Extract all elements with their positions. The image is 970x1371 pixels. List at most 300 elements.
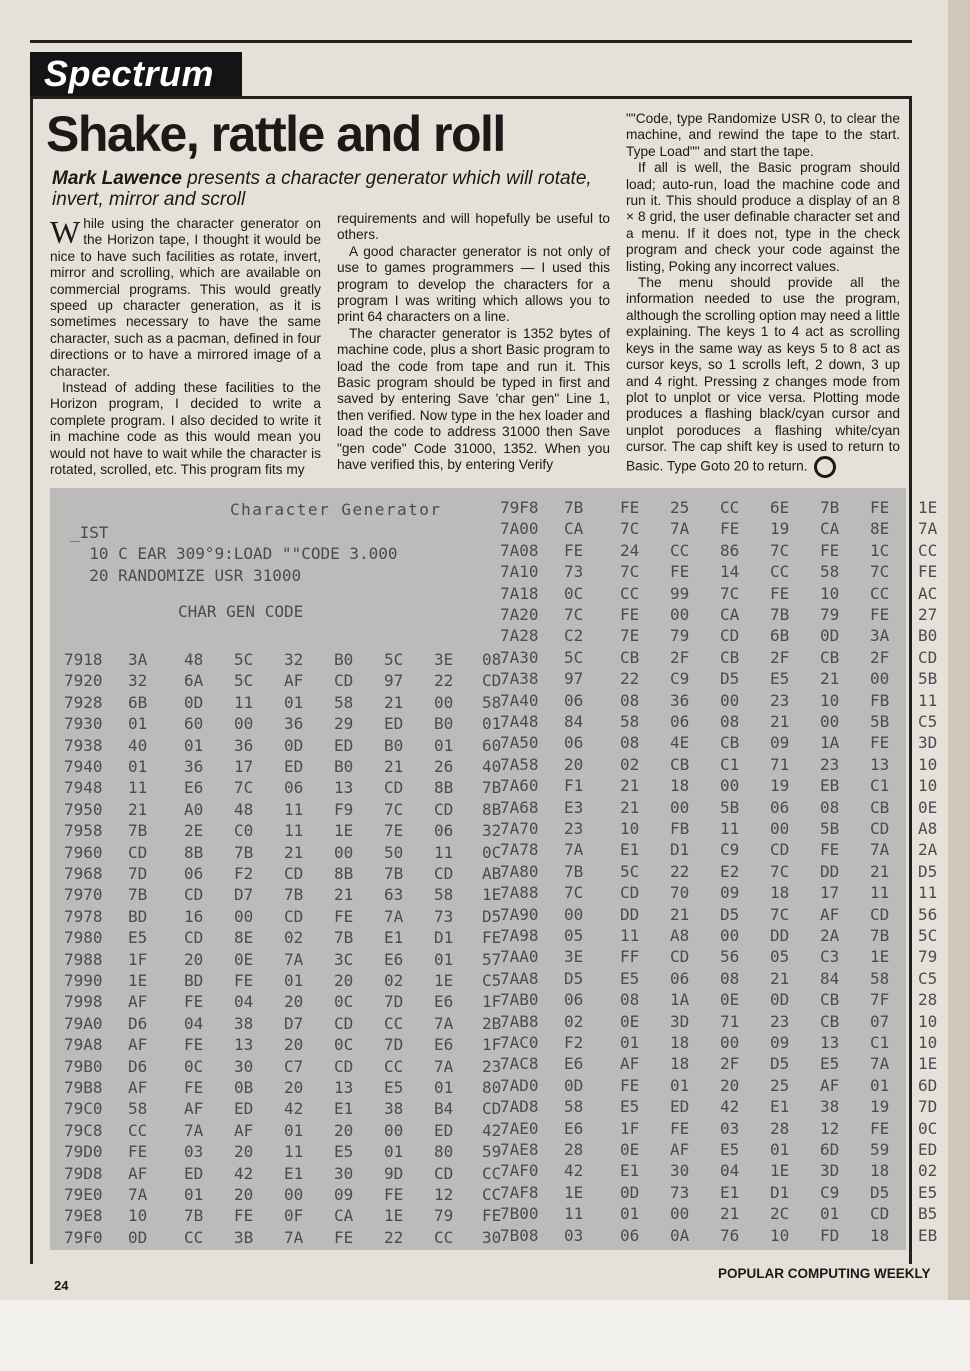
page-number: 24 — [54, 1278, 69, 1293]
hex-byte: F9 — [334, 799, 354, 819]
paragraph — [50, 216, 321, 380]
hex-byte: E6 — [384, 949, 404, 969]
paragraph-text: hile using the character generator on the Horizon tape, I thought it would be nice to have such facilities as rotate, invert, mirror and scrolling, which are available on commercial programs. This would greatly speed up character generation, as it is sometimes necessary to have the same character, such as a pacman, defined in four directions or to have a mirrored image of a character. — [50, 216, 321, 379]
hex-byte: 6D — [918, 1075, 938, 1095]
hex-byte: BD — [184, 971, 204, 990]
hex-byte: D1 — [434, 928, 454, 948]
hex-byte: 0E — [234, 949, 254, 969]
hex-byte: 10 — [918, 1011, 938, 1031]
hex-byte: 10 — [770, 1225, 790, 1245]
hex-byte: 2B — [482, 1013, 502, 1033]
hex-byte: 23 — [564, 819, 584, 838]
hex-byte: 20 — [234, 1142, 254, 1162]
hex-byte: 7A — [564, 840, 584, 860]
hex-byte: 01 — [482, 714, 502, 734]
hex-byte: FE — [870, 605, 890, 624]
hex-byte: 8E — [870, 519, 890, 539]
hex-byte: CD — [870, 819, 890, 838]
hex-byte: FE — [820, 840, 840, 860]
hex-row — [486, 1054, 938, 1075]
hex-byte: 21 — [820, 669, 840, 689]
hex-byte: 06 — [184, 864, 204, 883]
hex-byte: 23 — [770, 1011, 790, 1031]
hex-byte: CD — [128, 842, 148, 862]
hex-byte: D5 — [720, 669, 740, 689]
paragraph: ""Code, type Randomize USR 0, to clear the machine, and rewind the tape to the start. Type Load"" and start the tape. — [626, 111, 900, 159]
body-column-2 — [337, 211, 610, 474]
hex-byte: 0D — [284, 735, 304, 755]
hex-byte: 21 — [334, 885, 354, 905]
hex-byte: AF — [184, 1099, 204, 1119]
hex-byte: 56 — [720, 947, 740, 967]
hex-byte: B0 — [334, 757, 354, 776]
hex-byte: 21 — [284, 842, 304, 862]
hex-byte: AF — [128, 1163, 148, 1183]
hex-byte: 6E — [770, 498, 790, 517]
hex-byte: C1 — [870, 1033, 890, 1052]
hex-address: 7990 — [64, 971, 103, 990]
hex-byte: 16 — [184, 906, 204, 926]
hex-byte: 00 — [234, 906, 254, 926]
standfirst — [52, 168, 612, 210]
paragraph: If all is well, the Basic program should load; auto-run, load the machine code and run it. This should produce a display of an 8 × 8 grid, the user definable character set and a menu. If it does not, type in the check program and check your code against the listing, Poking any incorrect values. — [626, 160, 900, 274]
hex-byte: 7B — [820, 498, 840, 517]
hex-byte: 58 — [482, 692, 502, 712]
hex-byte: 7C — [770, 904, 790, 924]
paragraph: Instead of adding these facilities to the Horizon program, I decided to write a complete program. I also decided to write it in machine code as this would mean you would not have to wait while the character is rotated, scrolled, etc. This program fits my — [50, 380, 321, 478]
hex-byte: A8 — [918, 819, 938, 838]
hex-byte: 01 — [284, 971, 304, 990]
hex-row — [50, 1227, 502, 1249]
hex-byte: 1E — [870, 947, 890, 967]
hex-byte: 7B — [770, 605, 790, 624]
hex-byte: DD — [770, 926, 790, 945]
hex-byte: 20 — [284, 1035, 304, 1055]
hex-byte: 11 — [720, 819, 740, 838]
hex-byte: 60 — [482, 735, 502, 755]
hex-byte: 20 — [564, 754, 584, 774]
hex-byte: 60 — [184, 714, 204, 734]
hex-byte: 00 — [720, 690, 740, 710]
hex-row — [486, 904, 938, 926]
hex-byte: 32 — [482, 821, 502, 841]
hex-byte: 3C — [334, 949, 354, 969]
hex-byte: CB — [620, 647, 640, 667]
hex-row — [50, 650, 502, 671]
hex-byte: EB — [918, 1225, 938, 1245]
hex-row — [486, 626, 938, 647]
hex-address: 79A0 — [64, 1013, 103, 1033]
hex-byte: 02 — [384, 971, 404, 990]
hex-byte: CD — [434, 799, 454, 819]
hex-address: 7A08 — [500, 540, 539, 560]
hex-byte: E6 — [564, 1054, 584, 1074]
hex-byte: 01 — [620, 1204, 640, 1224]
hex-byte: CD — [434, 1163, 454, 1183]
hex-byte: 7B — [284, 885, 304, 905]
hex-byte: 79 — [670, 626, 690, 646]
hex-byte: 24 — [620, 540, 640, 560]
hex-byte: D7 — [234, 885, 254, 905]
hex-byte: 25 — [770, 1075, 790, 1095]
hex-byte: 7D — [384, 992, 404, 1012]
hex-byte: 21 — [620, 797, 640, 817]
hex-byte: 30 — [234, 1056, 254, 1076]
hex-byte: 06 — [670, 968, 690, 988]
hex-byte: CB — [820, 990, 840, 1010]
hex-byte: CA — [820, 519, 840, 539]
hex-byte: EB — [820, 776, 840, 796]
hex-address: 7978 — [64, 906, 103, 926]
hex-row — [50, 1163, 502, 1185]
hex-address: 79A8 — [64, 1035, 103, 1055]
hex-byte: CD — [482, 1099, 502, 1119]
hex-byte: ED — [670, 1097, 690, 1117]
hex-byte: 00 — [284, 1185, 304, 1204]
top-rule — [30, 40, 912, 43]
hex-byte: E5 — [918, 1182, 938, 1202]
hex-byte: CD — [482, 671, 502, 691]
hex-byte: 5B — [820, 819, 840, 838]
hex-byte: 03 — [184, 1142, 204, 1162]
hex-byte: E1 — [720, 1182, 740, 1202]
hex-byte: C7 — [284, 1056, 304, 1076]
hex-byte: 38 — [384, 1099, 404, 1119]
hex-byte: 7A — [384, 906, 404, 926]
hex-byte: 5B — [720, 797, 740, 817]
hex-byte: 7B — [564, 861, 584, 881]
hex-byte: 00 — [770, 819, 790, 838]
hex-byte: 58 — [434, 885, 454, 905]
hex-address: 7AE0 — [500, 1118, 539, 1138]
hex-byte: 11 — [564, 1204, 584, 1224]
hex-byte: 00 — [870, 669, 890, 689]
hex-byte: E1 — [770, 1097, 790, 1117]
hex-byte: E5 — [128, 928, 148, 948]
hex-byte: 1F — [482, 992, 502, 1012]
hex-byte: 5C — [384, 650, 404, 669]
hex-byte: 71 — [770, 754, 790, 774]
hex-byte: 01 — [620, 1033, 640, 1052]
hex-byte: D5 — [870, 1182, 890, 1202]
hex-byte: D5 — [770, 1054, 790, 1074]
hex-byte: 58 — [334, 692, 354, 712]
hex-byte: E6 — [434, 992, 454, 1012]
hex-byte: 18 — [870, 1161, 890, 1181]
hex-address: 79B8 — [64, 1078, 103, 1097]
hex-byte: 12 — [820, 1118, 840, 1138]
hex-byte: FE — [870, 1118, 890, 1138]
hex-byte: FE — [482, 928, 502, 948]
hex-byte: B0 — [334, 650, 354, 669]
hex-byte: 12 — [434, 1185, 454, 1204]
hex-byte: CC — [434, 1227, 454, 1247]
hex-address: 79E8 — [64, 1206, 103, 1226]
hex-byte: 38 — [820, 1097, 840, 1117]
hex-byte: CC — [870, 583, 890, 603]
hex-byte: 30 — [334, 1163, 354, 1183]
hex-byte: 06 — [770, 797, 790, 817]
hex-byte: CD — [670, 947, 690, 967]
hex-byte: 57 — [482, 949, 502, 969]
hex-byte: 18 — [670, 1033, 690, 1052]
hex-byte: 2F — [870, 647, 890, 667]
hex-byte: FE — [620, 1075, 640, 1095]
hex-row — [486, 990, 938, 1011]
hex-byte: 7A — [284, 949, 304, 969]
hex-row — [50, 1206, 502, 1227]
hex-byte: B0 — [434, 714, 454, 734]
hex-byte: E5 — [620, 968, 640, 988]
hex-row — [486, 562, 938, 583]
hex-byte: 2A — [918, 840, 938, 860]
hex-byte: 58 — [820, 562, 840, 582]
hex-byte: 01 — [770, 1140, 790, 1159]
hex-row — [486, 583, 938, 605]
hex-byte: 73 — [564, 562, 584, 582]
hex-row — [486, 1225, 938, 1247]
hex-byte: 26 — [434, 757, 454, 776]
hex-byte: 7B — [564, 498, 584, 517]
hex-address: 7AC8 — [500, 1054, 539, 1074]
hex-byte: ED — [184, 1163, 204, 1183]
hex-byte: AF — [820, 904, 840, 924]
hex-byte: FE — [820, 540, 840, 560]
hex-byte: E5 — [620, 1097, 640, 1117]
hex-byte: E1 — [620, 1161, 640, 1181]
hex-byte: 06 — [564, 990, 584, 1010]
hex-byte: 18 — [770, 883, 790, 903]
hex-byte: 7F — [870, 990, 890, 1010]
hex-row — [50, 906, 502, 928]
hex-row — [486, 733, 938, 754]
hex-byte: CA — [720, 605, 740, 624]
hex-row — [50, 821, 502, 842]
hex-byte: 11 — [234, 692, 254, 712]
hex-byte: D5 — [720, 904, 740, 924]
hex-byte: 32 — [128, 671, 148, 691]
hex-byte: CD — [620, 883, 640, 903]
hex-byte: 10 — [820, 690, 840, 710]
hex-address: 79C0 — [64, 1099, 103, 1119]
hex-byte: FE — [334, 906, 354, 926]
hex-byte: 23 — [482, 1056, 502, 1076]
hex-byte: 0C — [334, 992, 354, 1012]
paragraph — [626, 275, 900, 477]
hex-byte: 13 — [234, 1035, 254, 1055]
hex-byte: 84 — [564, 712, 584, 731]
hex-row — [50, 1142, 502, 1163]
hex-byte: E6 — [184, 778, 204, 798]
hex-byte: 6D — [820, 1140, 840, 1159]
hex-address: 7AF8 — [500, 1182, 539, 1202]
hex-row — [486, 1033, 938, 1054]
hex-row — [486, 712, 938, 733]
hex-byte: E5 — [334, 1142, 354, 1162]
hex-byte: FE — [620, 498, 640, 517]
hex-byte: 27 — [918, 605, 938, 624]
hex-row — [486, 1182, 938, 1204]
hex-byte: 7A — [918, 519, 938, 539]
hex-byte: 2C — [770, 1204, 790, 1224]
hex-byte: 13 — [820, 1033, 840, 1052]
hex-byte: 1E — [482, 885, 502, 905]
hex-byte: 7A — [434, 1013, 454, 1033]
hex-byte: D1 — [770, 1182, 790, 1202]
hex-byte: 18 — [870, 1225, 890, 1245]
hex-byte: 0C — [564, 583, 584, 603]
hex-byte: 00 — [670, 797, 690, 817]
hex-byte: CC — [720, 498, 740, 517]
hex-address: 7948 — [64, 778, 103, 798]
hex-byte: 99 — [670, 583, 690, 603]
hex-byte: 07 — [870, 1011, 890, 1031]
hex-byte: 42 — [720, 1097, 740, 1117]
hex-byte: 7C — [620, 562, 640, 582]
basic-line: _IST — [70, 523, 109, 542]
hex-byte: 9D — [384, 1163, 404, 1183]
hex-address: 7A68 — [500, 797, 539, 817]
hex-byte: FB — [670, 819, 690, 838]
hex-byte: 02 — [918, 1161, 938, 1181]
hex-byte: 0D — [770, 990, 790, 1010]
hex-byte: E5 — [384, 1078, 404, 1097]
hex-byte: 21 — [128, 799, 148, 819]
hex-byte: FE — [564, 540, 584, 560]
hex-address: 7930 — [64, 714, 103, 734]
hex-byte: FE — [770, 583, 790, 603]
hex-byte: 7B — [234, 842, 254, 862]
hex-address: 7940 — [64, 757, 103, 776]
hex-byte: 20 — [284, 992, 304, 1012]
hex-byte: 00 — [234, 714, 254, 734]
hex-byte: 14 — [720, 562, 740, 582]
hex-address: 7970 — [64, 885, 103, 905]
hex-byte: CC — [918, 540, 938, 560]
hex-row — [50, 992, 502, 1013]
hex-address: 7AF0 — [500, 1161, 539, 1181]
hex-byte: 0B — [234, 1078, 254, 1097]
hex-byte: D6 — [128, 1056, 148, 1076]
hex-address: 7A20 — [500, 605, 539, 624]
hex-byte: 03 — [564, 1225, 584, 1245]
hex-byte: 42 — [564, 1161, 584, 1181]
hex-byte: 17 — [820, 883, 840, 903]
hex-byte: 01 — [434, 1078, 454, 1097]
hex-byte: 10 — [918, 1033, 938, 1052]
hex-byte: D1 — [670, 840, 690, 860]
hex-byte: AF — [128, 1078, 148, 1097]
paragraph: The character generator is 1352 bytes of machine code, plus a short Basic program to load the code from tape and run it. This Basic program should be typed in first and saved by entering Save 'char gen" Line 1, then verified. Now type in the hex loader and load the code to address 31000 then Save "gen code" Code 31000, 1352. When you have verified this, by entering Verify — [337, 325, 610, 473]
hex-byte: 11 — [284, 821, 304, 841]
hex-byte: 06 — [284, 778, 304, 798]
hex-byte: 58 — [564, 1097, 584, 1117]
hex-byte: CC — [482, 1163, 502, 1183]
hex-byte: 06 — [670, 712, 690, 731]
hex-byte: F2 — [234, 864, 254, 883]
hex-byte: 7E — [384, 821, 404, 841]
hex-byte: 3E — [434, 650, 454, 669]
hex-address: 7B08 — [500, 1225, 539, 1245]
hex-byte: 7C — [720, 583, 740, 603]
hex-byte: 84 — [820, 968, 840, 988]
hex-byte: 29 — [334, 714, 354, 734]
hex-byte: 7B — [482, 778, 502, 798]
hex-byte: 08 — [620, 690, 640, 710]
hex-byte: 58 — [128, 1099, 148, 1119]
hex-address: 79B0 — [64, 1056, 103, 1076]
hex-byte: C9 — [820, 1182, 840, 1202]
hex-byte: 11 — [918, 883, 938, 903]
hex-byte: CB — [820, 1011, 840, 1031]
hex-row — [486, 947, 938, 968]
hex-byte: 00 — [820, 712, 840, 731]
hex-byte: FE — [184, 992, 204, 1012]
hex-byte: ED — [234, 1099, 254, 1119]
hex-byte: 7C — [384, 799, 404, 819]
hex-byte: 8B — [482, 799, 502, 819]
hex-byte: 02 — [620, 754, 640, 774]
hex-byte: 8E — [234, 928, 254, 948]
hex-byte: FE — [918, 562, 938, 582]
section-label: Spectrum — [44, 53, 215, 94]
hex-address: 7968 — [64, 864, 103, 883]
hex-byte: 8B — [434, 778, 454, 798]
hex-byte: 0D — [564, 1075, 584, 1095]
hex-byte: E5 — [770, 669, 790, 689]
hex-row — [50, 714, 502, 735]
hex-address: 79D8 — [64, 1163, 103, 1183]
hex-byte: 02 — [564, 1011, 584, 1031]
hex-byte: 0A — [670, 1225, 690, 1245]
hex-address: 7A50 — [500, 733, 539, 753]
hex-address: 7920 — [64, 671, 103, 691]
hex-row — [50, 971, 502, 992]
magazine-title: POPULAR COMPUTING WEEKLY — [718, 1266, 931, 1281]
hex-byte: AF — [620, 1054, 640, 1074]
hex-byte: 0E — [620, 1011, 640, 1031]
hex-byte: 7B — [184, 1206, 204, 1226]
hex-row — [486, 690, 938, 712]
hex-address: 7918 — [64, 650, 103, 669]
paragraph: requirements and will hopefully be useful to others. — [337, 211, 610, 243]
hex-byte: 79 — [918, 947, 938, 967]
hex-address: 7AD8 — [500, 1097, 539, 1117]
hex-byte: CD — [184, 928, 204, 948]
hex-byte: 71 — [720, 1011, 740, 1031]
hex-row — [50, 928, 502, 949]
hex-byte: 1F — [620, 1118, 640, 1138]
hex-byte: 08 — [620, 733, 640, 753]
hex-address: 7988 — [64, 949, 103, 969]
hex-byte: 79 — [820, 605, 840, 624]
hex-byte: 0D — [128, 1227, 148, 1247]
hex-row — [50, 735, 502, 757]
hex-byte: 04 — [184, 1013, 204, 1033]
hex-byte: 11 — [434, 842, 454, 862]
hex-byte: E1 — [384, 928, 404, 948]
hex-byte: CB — [720, 733, 740, 753]
hex-byte: 19 — [770, 519, 790, 539]
hex-byte: E1 — [620, 840, 640, 860]
hex-byte: 19 — [870, 1097, 890, 1117]
hex-address: 7A48 — [500, 712, 539, 731]
hex-byte: 5B — [918, 669, 938, 689]
section-tag — [30, 52, 242, 96]
hex-byte: CD — [334, 1013, 354, 1033]
hex-byte: 08 — [620, 990, 640, 1010]
hex-byte: 3E — [564, 947, 584, 967]
